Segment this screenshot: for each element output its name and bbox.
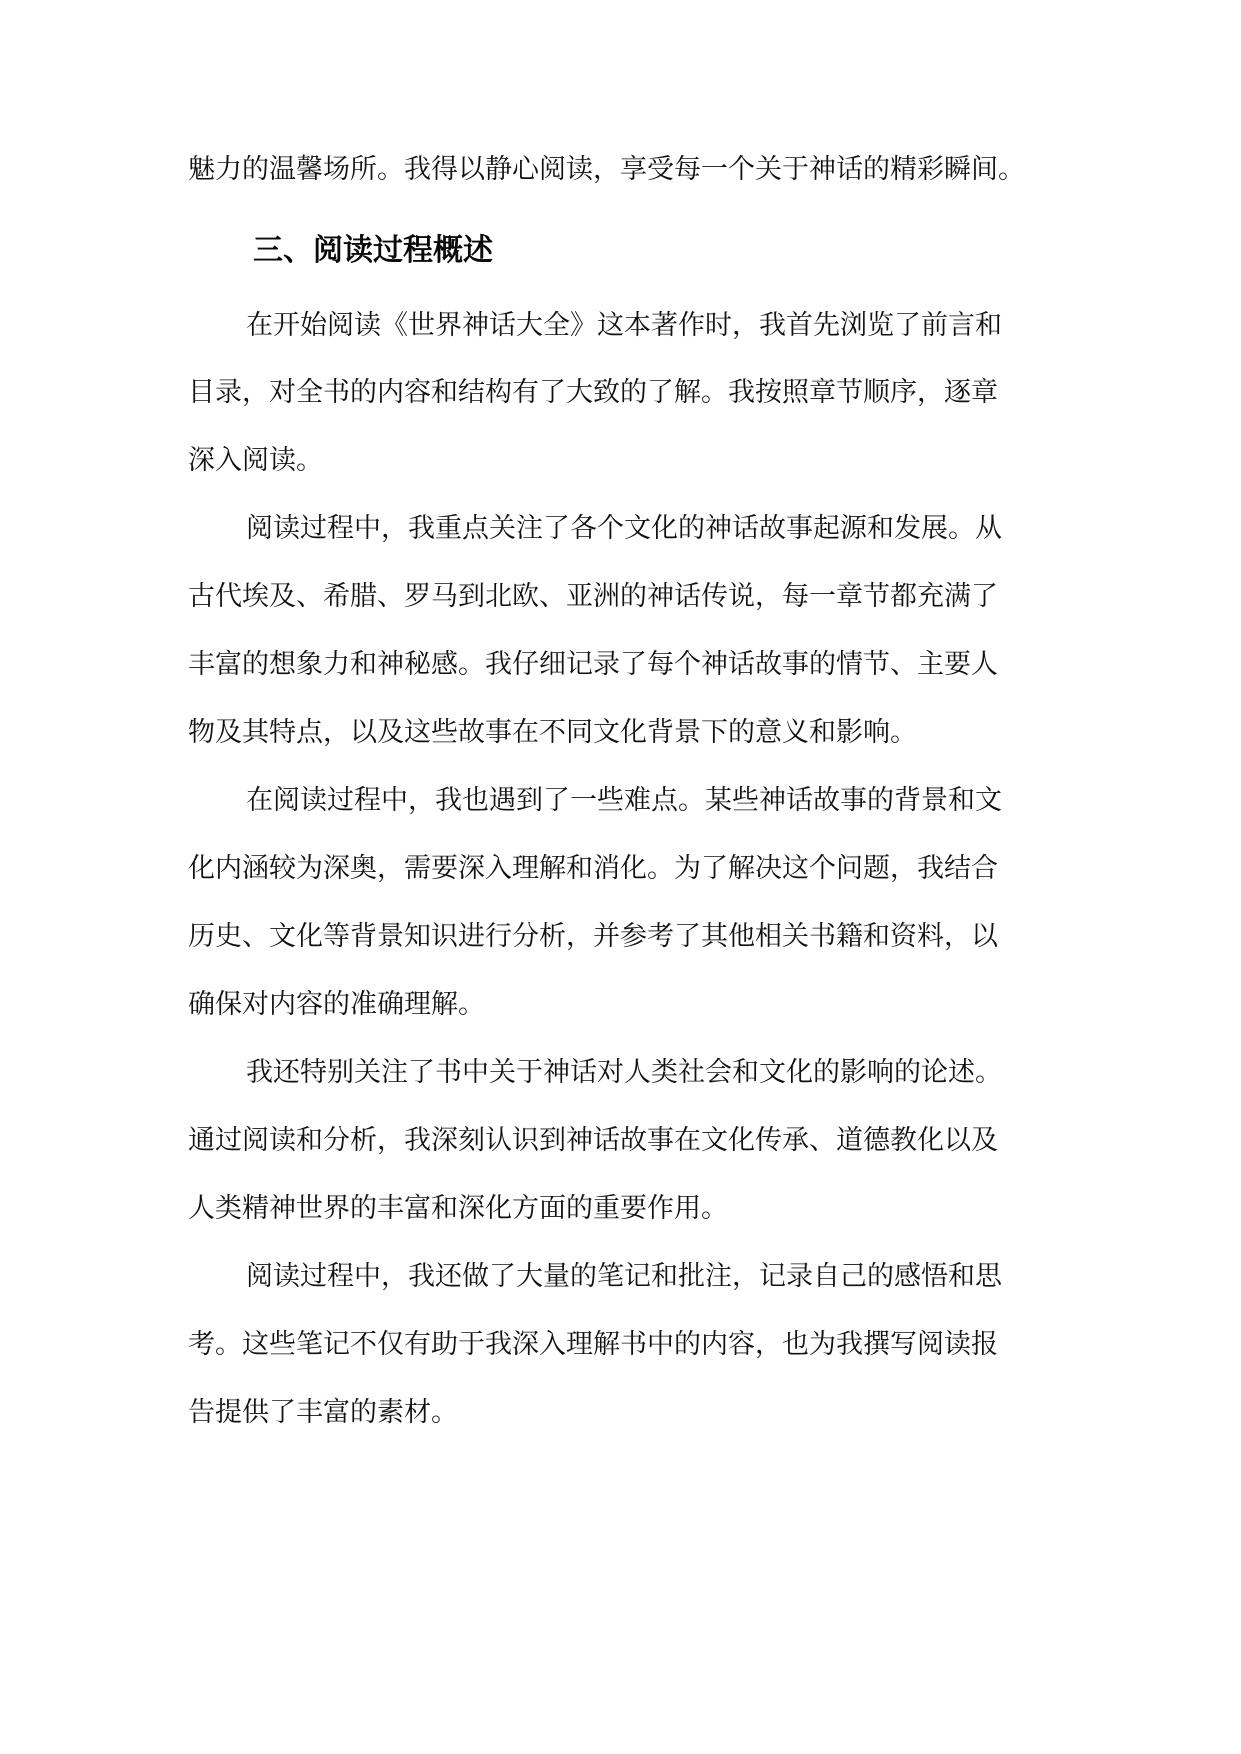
lead-line: 魅力的温馨场所。我得以静心阅读，享受每一个关于神话的精彩瞬间。 (188, 154, 1025, 185)
paragraph-line: 在开始阅读《世界神话大全》这本著作时，我首先浏览了前言和 (246, 310, 1002, 341)
paragraph-line: 考。这些笔记不仅有助于我深入理解书中的内容，也为我撰写阅读报 (188, 1329, 998, 1360)
paragraph-line: 化内涵较为深奥，需要深入理解和消化。为了解决这个问题，我结合 (188, 853, 998, 884)
paragraph-line: 历史、文化等背景知识进行分析，并参考了其他相关书籍和资料，以 (188, 921, 998, 952)
paragraph-line: 我还特别关注了书中关于神话对人类社会和文化的影响的论述。 (246, 1057, 1002, 1088)
paragraph-line: 阅读过程中，我重点关注了各个文化的神话故事起源和发展。从 (246, 513, 1002, 544)
paragraph-line: 通过阅读和分析，我深刻认识到神话故事在文化传承、道德教化以及 (188, 1125, 998, 1156)
paragraph-line: 人类精神世界的丰富和深化方面的重要作用。 (188, 1193, 728, 1224)
section-heading: 三、阅读过程概述 (253, 233, 493, 268)
paragraph-line: 确保对内容的准确理解。 (188, 989, 485, 1020)
paragraph-line: 目录，对全书的内容和结构有了大致的了解。我按照章节顺序，逐章 (188, 377, 998, 408)
paragraph-line: 在阅读过程中，我也遇到了一些难点。某些神话故事的背景和文 (246, 785, 1002, 816)
paragraph-line: 深入阅读。 (188, 445, 323, 476)
paragraph-line: 告提供了丰富的素材。 (188, 1397, 458, 1428)
paragraph-line: 阅读过程中，我还做了大量的笔记和批注，记录自己的感悟和思 (246, 1261, 1002, 1292)
paragraph-line: 古代埃及、希腊、罗马到北欧、亚洲的神话传说，每一章节都充满了 (188, 581, 998, 612)
paragraph-line: 物及其特点，以及这些故事在不同文化背景下的意义和影响。 (188, 717, 917, 748)
paragraph-line: 丰富的想象力和神秘感。我仔细记录了每个神话故事的情节、主要人 (188, 649, 998, 680)
